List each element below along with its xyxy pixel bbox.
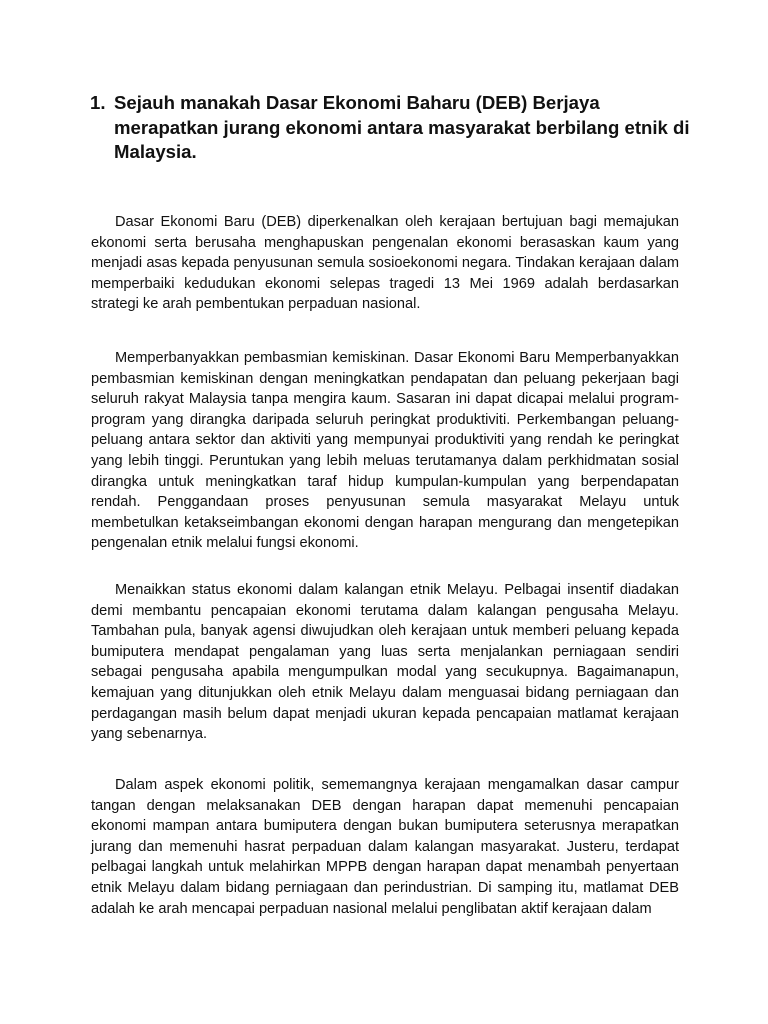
paragraph-introduction: Dasar Ekonomi Baru (DEB) diperkenalkan oleh kerajaan bertujuan bagi memajukan ekonomi serta berusaha menghapuskan pengenalan ekonomi berasaskan kaum yang menjadi asas kepada penyusunan semula sosioekonomi negara. Tindakan kerajaan dalam memperbaiki kedudukan ekonomi selepas tragedi 13 Mei 1969 adalah berdasarkan strategi ke arah pembentukan perpaduan nasional. — [91, 214, 679, 313]
paragraph-poverty-eradication: Memperbanyakkan pembasmian kemiskinan. Dasar Ekonomi Baru Memperbanyakkan pembasmian kemiskinan dengan meningkatkan pendapatan dan peluang pekerjaan bagi seluruh rakyat Malaysia tanpa mengira kaum. Sasaran ini dapat dicapai melalui program-program yang dirangka daripada seluruh peringkat produktiviti. Perkembangan peluang-peluang antara sektor dan aktiviti yang mempunyai produktiviti yang rendah ke peringkat yang lebih tinggi. Peruntukan yang lebih meluas terutamanya dalam perkhidmatan sosial dirangka untuk meningkatkan taraf hidup kumpulan-kumpulan yang berpendapatan rendah. Penggandaan proses penyusunan semula masyarakat Melayu untuk membetulkan ketakseimbangan ekonomi dengan harapan mengurang dan mengetepikan pengenalan etnik melalui fungsi ekonomi. — [91, 350, 679, 552]
paragraph-malay-economic-status: Menaikkan status ekonomi dalam kalangan etnik Melayu. Pelbagai insentif diadakan demi membantu pencapaian ekonomi terutama dalam kalangan pengusaha Melayu. Tambahan pula, banyak agensi diwujudkan oleh kerajaan untuk memberi peluang kepada bumiputera mendapat pengalaman yang luas serta menjalankan perniagaan sendiri sebagai pengusaha apabila mengumpulkan modal yang secukupnya. Bagaimanapun, kemajuan yang ditunjukkan oleh etnik Melayu dalam menguasai bidang perniagaan dan perdagangan masih belum dapat menjadi ukuran kepada pencapaian matlamat kerajaan yang sebenarnya. — [91, 582, 679, 743]
paragraph-political-economy: Dalam aspek ekonomi politik, sememangnya kerajaan mengamalkan dasar campur tangan dengan melaksanakan DEB dengan harapan dapat memenuhi pencapaian ekonomi mampan antara bumiputera dengan bukan bumiputera seterusnya merapatkan jurang dan memenuhi hasrat perpaduan dalam kalangan masyarakat. Justeru, terdapat pelbagai langkah untuk melahirkan MPPB dengan harapan dapat menambah penyertaan etnik Melayu dalam bidang perniagaan dan perindustrian. Di samping itu, matlamat DEB adalah ke arah mencapai perpaduan nasional melalui penglibatan aktif kerajaan dalam — [91, 777, 679, 917]
question-heading — [90, 91, 690, 165]
question-number: 1. — [90, 92, 106, 113]
question-title: Sejauh manakah Dasar Ekonomi Baharu (DEB) Berjaya merapatkan jurang ekonomi antara masyarakat berbilang etnik di Malaysia. — [114, 92, 690, 162]
